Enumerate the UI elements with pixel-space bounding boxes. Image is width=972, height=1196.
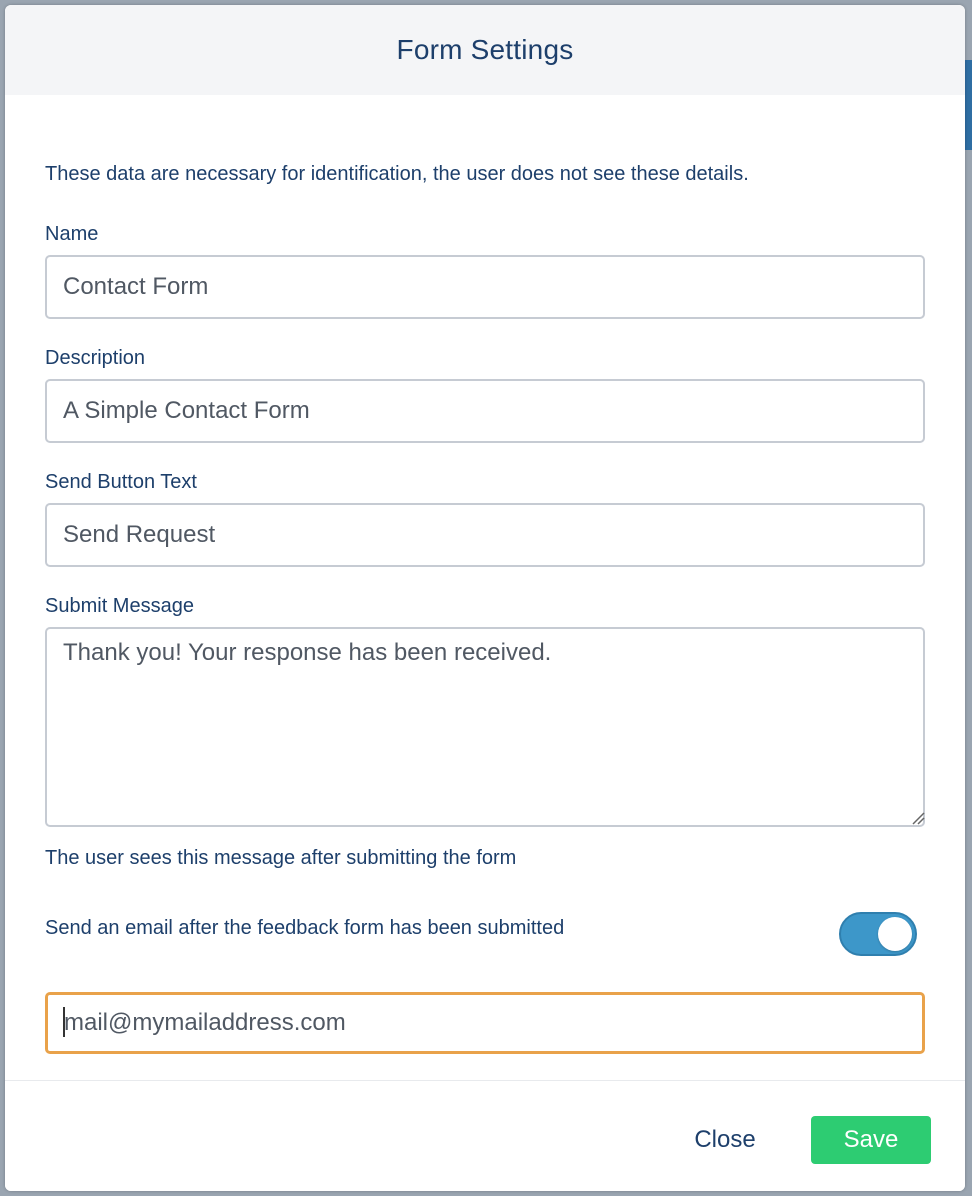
close-button[interactable]: Close: [673, 1116, 777, 1164]
toggle-knob: [878, 917, 912, 951]
resize-grip-icon[interactable]: [911, 811, 925, 825]
modal-title: Form Settings: [396, 34, 574, 65]
intro-text: These data are necessary for identification, the user does not see these details.: [45, 163, 749, 185]
email-address-input[interactable]: [45, 992, 925, 1054]
text-caret: [63, 1007, 65, 1037]
email-notification-toggle[interactable]: [839, 912, 917, 956]
name-label: Name: [45, 223, 99, 245]
background-accent-strip: [964, 60, 972, 150]
submit-message-label: Submit Message: [45, 595, 194, 617]
modal-header: [5, 5, 965, 95]
description-input[interactable]: [45, 379, 925, 443]
submit-message-textarea[interactable]: [45, 627, 925, 827]
send-button-text-input[interactable]: [45, 503, 925, 567]
save-button[interactable]: Save: [811, 1116, 931, 1164]
send-button-text-label: Send Button Text: [45, 471, 197, 493]
description-label: Description: [45, 347, 146, 369]
form-settings-modal: [5, 5, 965, 1191]
modal-footer: [5, 1080, 965, 1191]
name-input[interactable]: [45, 255, 925, 319]
email-notification-label: Send an email after the feedback form has been submitted: [45, 917, 565, 939]
submit-message-hint: The user sees this message after submitting the form: [45, 847, 517, 869]
